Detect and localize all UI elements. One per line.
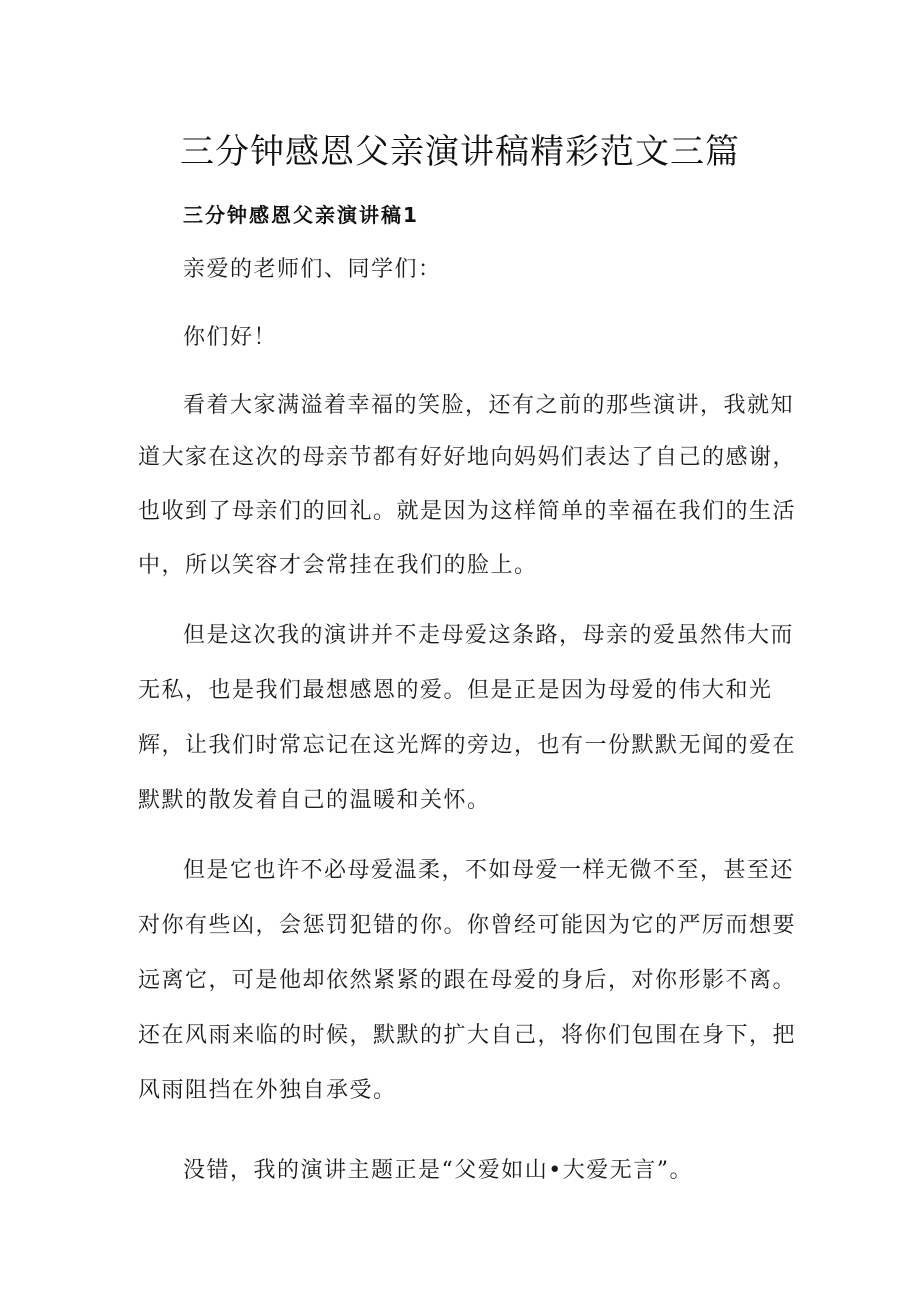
- paragraph-line: 远离它，可是他却依然紧紧的跟在母爱的身后，对你形影不离。: [138, 968, 797, 993]
- paragraph-line: 也收到了母亲们的回礼。就是因为这样简单的幸福在我们的生活: [138, 499, 797, 524]
- section-heading: 三分钟感恩父亲演讲稿1: [183, 203, 419, 227]
- paragraph-line: 辉，让我们时常忘记在这光辉的旁边，也有一份默默无闻的爱在: [138, 733, 797, 758]
- paragraph-line: 但是这次我的演讲并不走母爱这条路，母亲的爱虽然伟大而: [183, 623, 795, 648]
- paragraph-line: 还在风雨来临的时候，默默的扩大自己，将你们包围在身下，把: [138, 1023, 797, 1048]
- paragraph-line: 默默的散发着自己的温暖和关怀。: [138, 788, 491, 813]
- paragraph-line: 道大家在这次的母亲节都有好好地向妈妈们表达了自己的感谢，: [138, 445, 797, 470]
- paragraph-line: 风雨阻挡在外独自承受。: [138, 1078, 397, 1103]
- salutation: 亲爱的老师们、同学们：: [183, 257, 442, 282]
- paragraph-4: 没错，我的演讲主题正是“父爱如山•大爱无言”。: [183, 1158, 693, 1183]
- paragraph-line: 看着大家满溢着幸福的笑脸，还有之前的那些演讲，我就知: [183, 393, 795, 418]
- document-title: 三分钟感恩父亲演讲稿精彩范文三篇: [180, 132, 740, 172]
- greeting: 你们好！: [183, 325, 278, 350]
- paragraph-line: 无私，也是我们最想感恩的爱。但是正是因为母爱的伟大和光: [138, 678, 773, 703]
- paragraph-line: 但是它也许不必母爱温柔，不如母爱一样无微不至，甚至还: [183, 858, 795, 883]
- paragraph-line: 中，所以笑容才会常挂在我们的脸上。: [138, 553, 538, 578]
- paragraph-line: 对你有些凶，会惩罚犯错的你。你曾经可能因为它的严厉而想要: [138, 913, 797, 938]
